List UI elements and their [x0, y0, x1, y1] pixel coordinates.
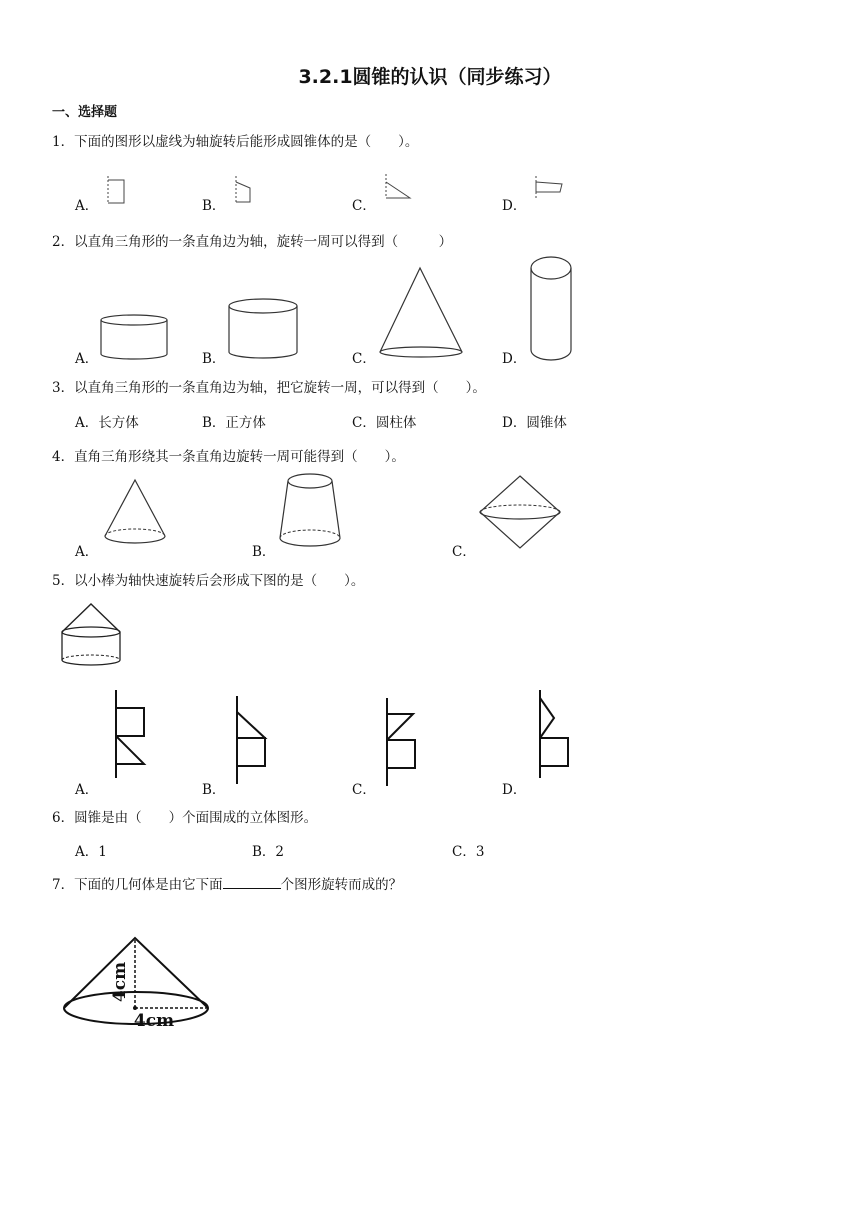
question-number: 3． — [52, 380, 75, 396]
q5-figure-c — [383, 698, 423, 788]
q1-figure-c — [378, 172, 418, 204]
question-7 — [52, 873, 402, 893]
option-c: C． — [452, 544, 476, 560]
q1-figure-b — [228, 174, 258, 206]
question-text: 以直角三角形的一条直角边为轴，把它旋转一周，可以得到（ ）。 — [74, 380, 486, 396]
q7-cone-figure — [62, 936, 214, 1032]
option-a: A． — [75, 351, 99, 367]
option-c: C．3 — [452, 844, 485, 860]
question-text: 下面的图形以虚线为轴旋转后能形成圆锥体的是（ ）。 — [74, 134, 419, 150]
q5-figure-b — [233, 696, 273, 786]
option-c: C． — [352, 351, 376, 367]
option-d: D． — [502, 782, 527, 798]
option-a: A．1 — [75, 844, 107, 860]
option-d: D． — [502, 351, 527, 367]
q4-figure-c-double-cone — [478, 474, 562, 552]
question-text: 以直角三角形的一条直角边为轴，旋转一周可以得到（ ） — [74, 234, 453, 250]
question-number: 1． — [52, 134, 75, 150]
page-title: 3.2.1圆锥的认识（同步练习） — [298, 66, 562, 88]
question-number: 4． — [52, 449, 75, 465]
q2-figure-c-cone — [378, 266, 464, 362]
q5-reference-figure — [60, 602, 124, 668]
answer-blank[interactable] — [223, 876, 281, 889]
option-b: B． — [252, 544, 276, 560]
section-heading: 一、选择题 — [52, 105, 118, 120]
q2-figure-b-cylinder — [228, 298, 300, 362]
question-text: 圆锥是由（ ）个面围成的立体图形。 — [74, 810, 318, 826]
q4-figure-b-frustum — [278, 472, 344, 552]
option-b: B． — [202, 198, 226, 214]
option-c: C． — [352, 198, 376, 214]
q1-figure-d — [528, 174, 568, 202]
question-3 — [52, 376, 486, 396]
question-number: 6． — [52, 810, 75, 826]
option-a: A． — [75, 782, 99, 798]
height-label: 4cm — [110, 961, 130, 1003]
question-number: 2． — [52, 234, 75, 250]
option-c: C． — [352, 782, 376, 798]
option-b: B． — [202, 782, 226, 798]
question-6 — [52, 806, 317, 826]
q1-figure-a — [100, 174, 130, 206]
option-a: A． — [75, 198, 99, 214]
option-c: C．圆柱体 — [352, 415, 417, 431]
q2-figure-a-short-cylinder — [100, 312, 170, 362]
option-d: D．圆锥体 — [502, 415, 567, 431]
question-text: 直角三角形绕其一条直角边旋转一周可能得到（ ）。 — [74, 449, 405, 465]
q2-figure-d-tall-cylinder — [530, 256, 574, 362]
question-1 — [52, 130, 418, 150]
option-d: D． — [502, 198, 527, 214]
option-a: A． — [75, 544, 99, 560]
option-b: B． — [202, 351, 226, 367]
q4-figure-a-cone — [103, 478, 169, 550]
question-number: 5． — [52, 573, 75, 589]
option-b: B．正方体 — [202, 415, 266, 431]
option-a: A．长方体 — [75, 415, 139, 431]
option-b: B．2 — [252, 844, 285, 860]
question-4 — [52, 445, 405, 465]
radius-label: 4cm — [133, 1011, 175, 1031]
question-number: 7． — [52, 877, 75, 893]
question-2 — [52, 230, 452, 250]
question-text: 个图形旋转而成的？ — [280, 877, 403, 893]
question-text: 下面的几何体是由它下面 — [74, 877, 223, 893]
q5-figure-a — [112, 690, 152, 780]
question-5 — [52, 569, 364, 589]
q5-figure-d — [536, 690, 576, 780]
question-text: 以小棒为轴快速旋转后会形成下图的是（ ）。 — [74, 573, 365, 589]
